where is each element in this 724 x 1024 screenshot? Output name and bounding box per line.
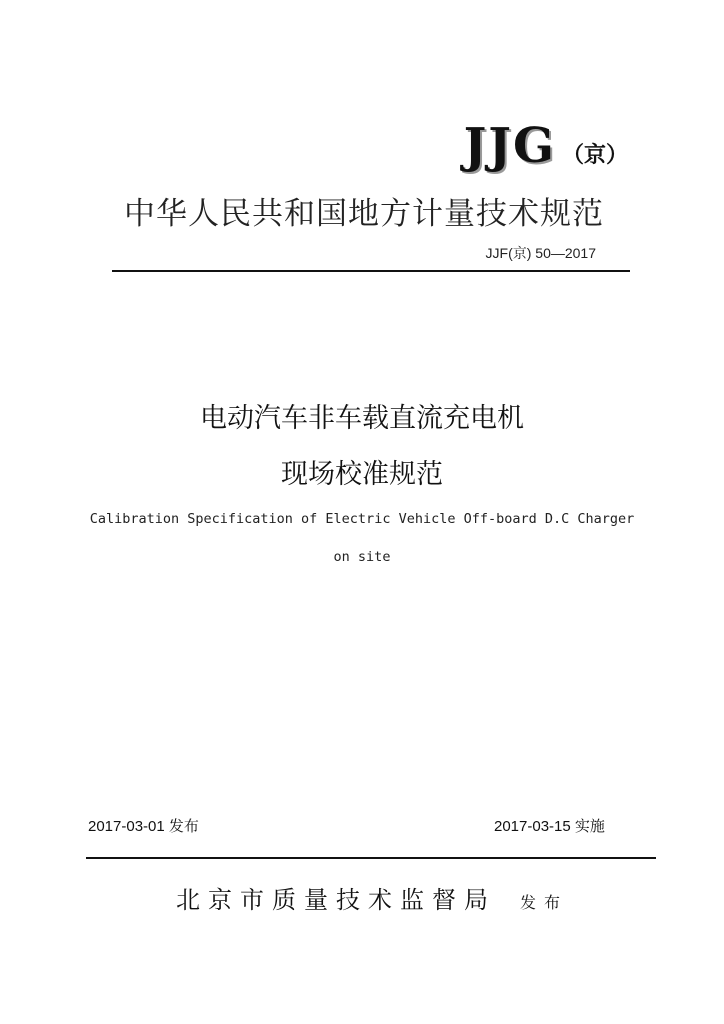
english-title-line-1: Calibration Specification of Electric Vehicle Off-board D.C Charger (89, 511, 635, 527)
english-title-line-2: on site (333, 549, 391, 565)
logo-main-text: JJG (463, 118, 556, 174)
standard-code: JJF(京) 50—2017 (485, 245, 596, 261)
document-title-line-2: 现场校准规范 (281, 459, 443, 490)
bottom-divider (86, 857, 656, 859)
issue-action: 发布 (520, 893, 569, 912)
standard-logo (464, 118, 628, 174)
document-title-line-1: 电动汽车非车载直流充电机 (200, 403, 524, 434)
issuing-authority: 北京市质量技术监督局 (176, 886, 496, 914)
implementation-date: 2017-03-15 实施 (494, 818, 605, 835)
issue-date: 2017-03-01 发布 (88, 818, 199, 835)
logo-sub-text: （京） (561, 142, 628, 168)
standard-category-title: 中华人民共和国地方计量技术规范 (124, 196, 604, 232)
top-divider (112, 270, 630, 272)
